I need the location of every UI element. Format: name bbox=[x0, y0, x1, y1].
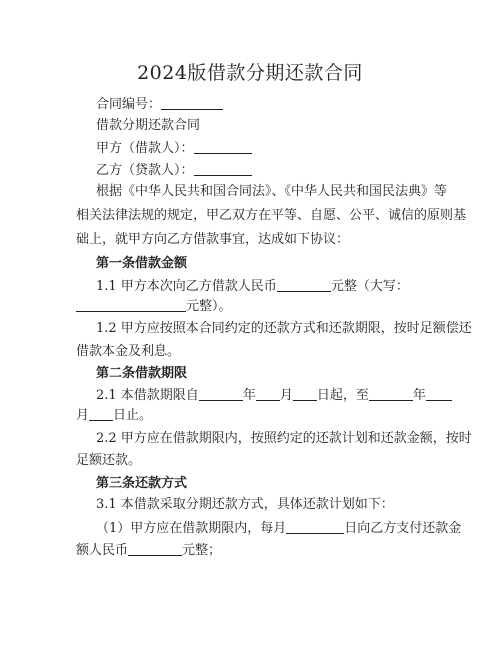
contract-number-line bbox=[96, 96, 424, 113]
amount-in-words-blank bbox=[76, 298, 186, 312]
payment-amount-blank bbox=[128, 542, 182, 556]
party-b-label: 乙方（贷款人）： bbox=[96, 163, 194, 178]
payment-day-blank bbox=[286, 520, 344, 534]
clause-2-1-text: 日止。 bbox=[113, 408, 153, 423]
clause-2-1-text: 年 bbox=[412, 388, 426, 403]
party-a-label: 甲方（借款人）： bbox=[96, 141, 194, 156]
start-day-blank bbox=[293, 387, 317, 401]
item-1-text: （1）甲方应在借款期限内，每月 bbox=[96, 521, 287, 536]
clause-1-1-cont bbox=[76, 298, 424, 315]
item-1-text: 额人民币 bbox=[76, 543, 129, 558]
end-day-blank bbox=[89, 407, 113, 421]
contract-number-blank bbox=[161, 96, 223, 110]
clause-2-1-text: 月 bbox=[76, 408, 90, 423]
party-b-line bbox=[96, 162, 424, 179]
clause-2-2: 足额还款。 bbox=[76, 453, 142, 468]
clause-1-1-text: 1.1 甲方本次向乙方借款人民币 bbox=[96, 279, 277, 294]
party-a-line bbox=[96, 140, 424, 157]
clause-1-1-text: 元整（大写： bbox=[330, 279, 409, 294]
party-b-blank bbox=[194, 162, 252, 176]
amount-blank bbox=[277, 278, 331, 292]
end-year-blank bbox=[369, 387, 413, 401]
clause-1-1 bbox=[96, 278, 424, 295]
article-1-heading: 第一条借款金额 bbox=[96, 256, 188, 271]
party-a-blank bbox=[194, 140, 252, 154]
contract-name: 借款分期还款合同 bbox=[96, 118, 201, 133]
clause-2-1 bbox=[96, 387, 424, 404]
clause-3-1-item-1 bbox=[96, 520, 462, 537]
document-title: 2024版借款分期还款合同 bbox=[137, 62, 363, 84]
clause-3-1-item-1-cont bbox=[76, 542, 424, 559]
intro-line: 根据《中华人民共和国合同法》、《中华人民共和国民法典》等 bbox=[96, 184, 448, 199]
intro-line: 相关法律法规的规定，甲乙双方在平等、自愿、公平、诚信的原则基 bbox=[76, 208, 467, 223]
end-month-blank-part bbox=[426, 387, 452, 401]
clause-2-1-text: 日起，至 bbox=[316, 388, 369, 403]
article-2-heading: 第二条借款期限 bbox=[96, 366, 188, 381]
clause-2-1-cont bbox=[76, 407, 424, 424]
item-1-text: 元整； bbox=[182, 543, 222, 558]
item-1-text: 日向乙方支付还款金 bbox=[344, 521, 462, 536]
clause-1-1-text: 元整）。 bbox=[186, 299, 232, 314]
contract-number-label: 合同编号： bbox=[96, 97, 162, 112]
clause-2-1-text: 2.1 本借款期限自 bbox=[96, 388, 199, 403]
clause-2-1-text: 年 bbox=[242, 388, 256, 403]
clause-3-1: 3.1 本借款采取分期还款方式，具体还款计划如下： bbox=[96, 497, 394, 512]
article-3-heading: 第三条还款方式 bbox=[96, 476, 188, 491]
clause-2-2: 2.2 甲方应在借款期限内，按照约定的还款计划和还款金额，按时 bbox=[96, 431, 472, 446]
clause-2-1-text: 月 bbox=[279, 388, 293, 403]
intro-line: 础上，就甲方向乙方借款事宜，达成如下协议： bbox=[76, 232, 350, 247]
start-month-blank bbox=[256, 387, 280, 401]
clause-1-2: 1.2 甲方应按照本合同约定的还款方式和还款期限，按时足额偿还 bbox=[96, 321, 472, 336]
start-year-blank bbox=[199, 387, 243, 401]
clause-1-2: 借款本金及利息。 bbox=[76, 344, 181, 359]
